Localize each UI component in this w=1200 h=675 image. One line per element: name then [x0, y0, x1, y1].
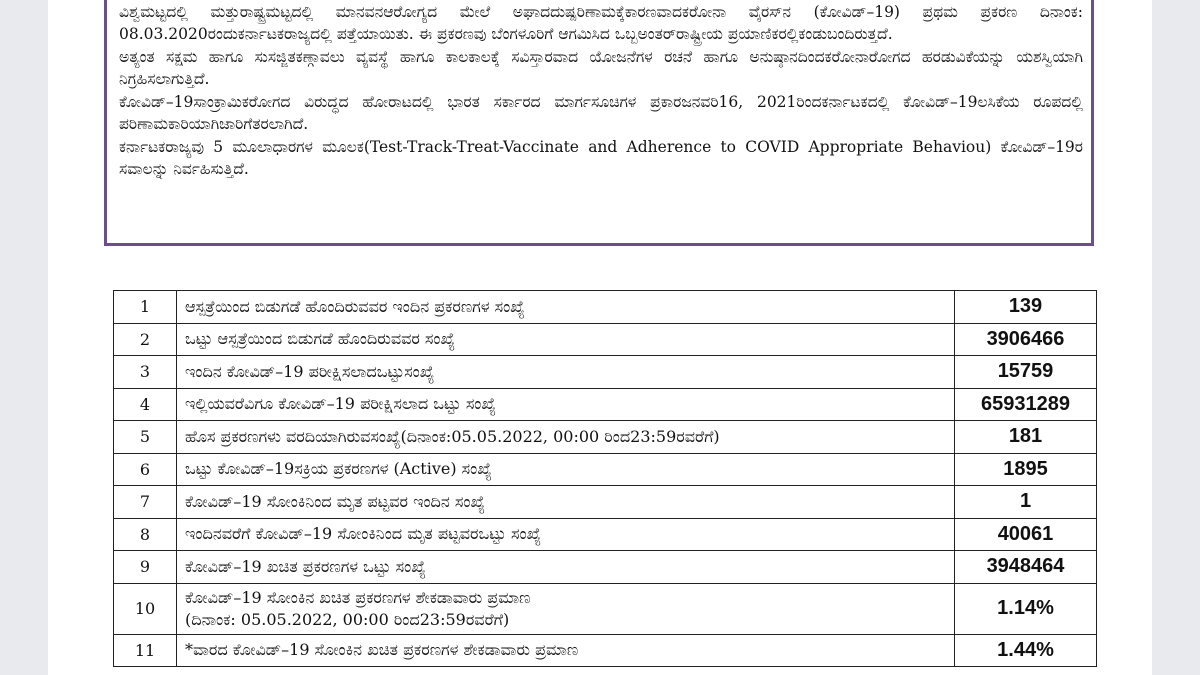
row-value: 15759 — [955, 356, 1097, 389]
intro-paragraph-3: ಕೋವಿಡ್‌–19ಸಾಂಕ್ರಾಮಿಕರೋಗದ ವಿರುದ್ಧದ ಹೋರಾಟದಲ್ಲಿ ಭಾರತ ಸರ್ಕಾರದ ಮಾರ್ಗಸೂಚಿಗಳ ಪ್ರಕಾರಜನವರಿ16, 2021ರಿಂದಕರ್ನಾಟಕದಲ್ಲಿ ಕೋವಿಡ್‌–19ಲಸಿಕೆಯ ರೂಪದಲ್ಲಿ ಪರಿಣಾಮಕಾರಿಯಾಗಿಜಾರಿಗೆತರಲಾಗಿದೆ. — [119, 93, 1083, 133]
row-description — [177, 583, 955, 634]
table-row — [114, 388, 1097, 421]
table-row — [114, 583, 1097, 634]
table-row — [114, 323, 1097, 356]
row-value: 1.14% — [955, 583, 1097, 634]
table-row — [114, 421, 1097, 454]
intro-paragraph-2: ಅತ್ಯಂತ ಸಕ್ಷಮ ಹಾಗೂ ಸುಸಜ್ಜಿತಕಣ್ಗಾವಲು ವ್ಯವಸ್ಥೆ ಹಾಗೂ ಕಾಲಕಾಲಕ್ಕೆ ಸವಿಸ್ತಾರವಾದ ಯೋಜನೆಗಳ ರಚನೆ ಹಾಗೂ ಅನುಷ್ಠಾನದಿಂದಕರೋನಾರೋಗದ ಹರಡುವಿಕೆಯನ್ನು ಯಶಸ್ವಿಯಾಗಿ ನಿಗ್ರಹಿಸಲಾಗುತ್ತಿದೆ. — [119, 48, 1083, 88]
document-page — [48, 0, 1152, 675]
row-value: 1 — [955, 486, 1097, 519]
table-row — [114, 634, 1097, 667]
table-row — [114, 486, 1097, 519]
table-row — [114, 518, 1097, 551]
row-description: ಇಲ್ಲಿಯವರೆವಿಗೂ ಕೋವಿಡ್‌–19 ಪರೀಕ್ಷಿಸಲಾದ ಒಟ್ಟು ಸಂಖ್ಯೆ — [177, 388, 955, 421]
row-description: ಕೋವಿಡ್‌–19 ಸೋಂಕಿನಿಂದ ಮೃತ ಪಟ್ಟವರ ಇಂದಿನ ಸಂಖ್ಯೆ — [177, 486, 955, 519]
table-row — [114, 291, 1097, 324]
row-description: ಇಂದಿನ ಕೋವಿಡ್‌–19 ಪರೀಕ್ಷಿಸಲಾದಒಟ್ಟುಸಂಖ್ಯೆ — [177, 356, 955, 389]
table-row — [114, 551, 1097, 584]
table-row — [114, 453, 1097, 486]
row-description: ಇಂದಿನವರೆಗೆ ಕೋವಿಡ್‌–19 ಸೋಂಕಿನಿಂದ ಮೃತ ಪಟ್ಟವರಒಟ್ಟು ಸಂಖ್ಯೆ — [177, 518, 955, 551]
row-description-line-2: (ದಿನಾಂಕ: 05.05.2022, 00:00 ರಿಂದ23:59ರವರೆಗೆ) — [185, 609, 510, 629]
row-value: 181 — [955, 421, 1097, 454]
row-description: ಒಟ್ಟು ಆಸ್ಪತ್ರೆಯಿಂದ ಬಿಡುಗಡೆ ಹೊಂದಿರುವವರ ಸಂಖ್ಯೆ — [177, 323, 955, 356]
row-value: 1.44% — [955, 634, 1097, 667]
row-description: ಒಟ್ಟು ಕೋವಿಡ್‌–19ಸಕ್ರಿಯ ಪ್ರಕರಣಗಳ (Active) ಸಂಖ್ಯೆ — [177, 453, 955, 486]
row-number: 8 — [114, 518, 177, 551]
row-value: 139 — [955, 291, 1097, 324]
row-number: 9 — [114, 551, 177, 584]
row-number: 11 — [114, 634, 177, 667]
row-description: ಹೊಸ ಪ್ರಕರಣಗಳು ವರದಿಯಾಗಿರುವಸಂಖ್ಯೆ(ದಿನಾಂಕ:05.05.2022, 00:00 ರಿಂದ23:59ರವರೆಗೆ) — [177, 421, 955, 454]
table-row — [114, 356, 1097, 389]
row-description: ಆಸ್ಪತ್ರೆಯಿಂದ ಬಿಡುಗಡೆ ಹೊಂದಿರುವವರ ಇಂದಿನ ಪ್ರಕರಣಗಳ ಸಂಖ್ಯೆ — [177, 291, 955, 324]
row-value: 3948464 — [955, 551, 1097, 584]
row-number: 4 — [114, 388, 177, 421]
row-description: *ವಾರದ ಕೋವಿಡ್‌–19 ಸೋಂಕಿನ ಖಚಿತ ಪ್ರಕರಣಗಳ ಶೇಕಡಾವಾರು ಪ್ರಮಾಣ — [177, 634, 955, 667]
row-number: 6 — [114, 453, 177, 486]
intro-text-box — [104, 0, 1094, 246]
row-value: 1895 — [955, 453, 1097, 486]
row-number: 7 — [114, 486, 177, 519]
row-value: 3906466 — [955, 323, 1097, 356]
row-number: 2 — [114, 323, 177, 356]
row-number: 5 — [114, 421, 177, 454]
intro-paragraph-1: ವಿಶ್ವಮಟ್ಟದಲ್ಲಿ ಮತ್ತುರಾಷ್ಟ್ರಮಟ್ಟದಲ್ಲಿ ಮಾನವನಆರೋಗ್ಯದ ಮೇಲೆ ಅಘಾದದುಷ್ಪರಿಣಾಮಕ್ಕೆಕಾರಣವಾದಕರೋನಾ ವೈರಸ್‌ನ (ಕೋವಿಡ್‌–19) ಪ್ರಥಮ ಪ್ರಕರಣ ದಿನಾಂಕ: 08.03.2020ರಂದುಕರ್ನಾಟಕರಾಜ್ಯದಲ್ಲಿ ಪತ್ತೆಯಾಯಿತು. ಈ ಪ್ರಕರಣವು ಬೆಂಗಳೂರಿಗೆ ಆಗಮಿಸಿದ ಒಬ್ಬಅಂತರ್‌ರಾಷ್ಟ್ರೀಯ ಪ್ರಯಾಣಿಕರಲ್ಲಿಕಂಡುಬಂದಿರುತ್ತದೆ. — [119, 3, 1083, 43]
row-description-line-1: ಕೋವಿಡ್‌–19 ಸೋಂಕಿನ ಖಚಿತ ಪ್ರಕರಣಗಳ ಶೇಕಡಾವಾರು ಪ್ರಮಾಣ — [185, 587, 531, 607]
row-number: 10 — [114, 583, 177, 634]
row-value: 40061 — [955, 518, 1097, 551]
row-description: ಕೋವಿಡ್‌–19 ಖಚಿತ ಪ್ರಕರಣಗಳ ಒಟ್ಟು ಸಂಖ್ಯೆ — [177, 551, 955, 584]
intro-paragraph-4: ಕರ್ನಾಟಕರಾಜ್ಯವು 5 ಮೂಲಾಧಾರಗಳ ಮೂಲಕ(Test-Track-Treat-Vaccinate and Adherence to COVID Appropriate Behaviou) ಕೋವಿಡ್‌–19ರ ಸವಾಲನ್ನು ನಿರ್ವಹಿಸುತ್ತಿದೆ. — [119, 138, 1083, 178]
covid-stats-table — [113, 290, 1097, 667]
row-number: 3 — [114, 356, 177, 389]
row-value: 65931289 — [955, 388, 1097, 421]
row-number: 1 — [114, 291, 177, 324]
